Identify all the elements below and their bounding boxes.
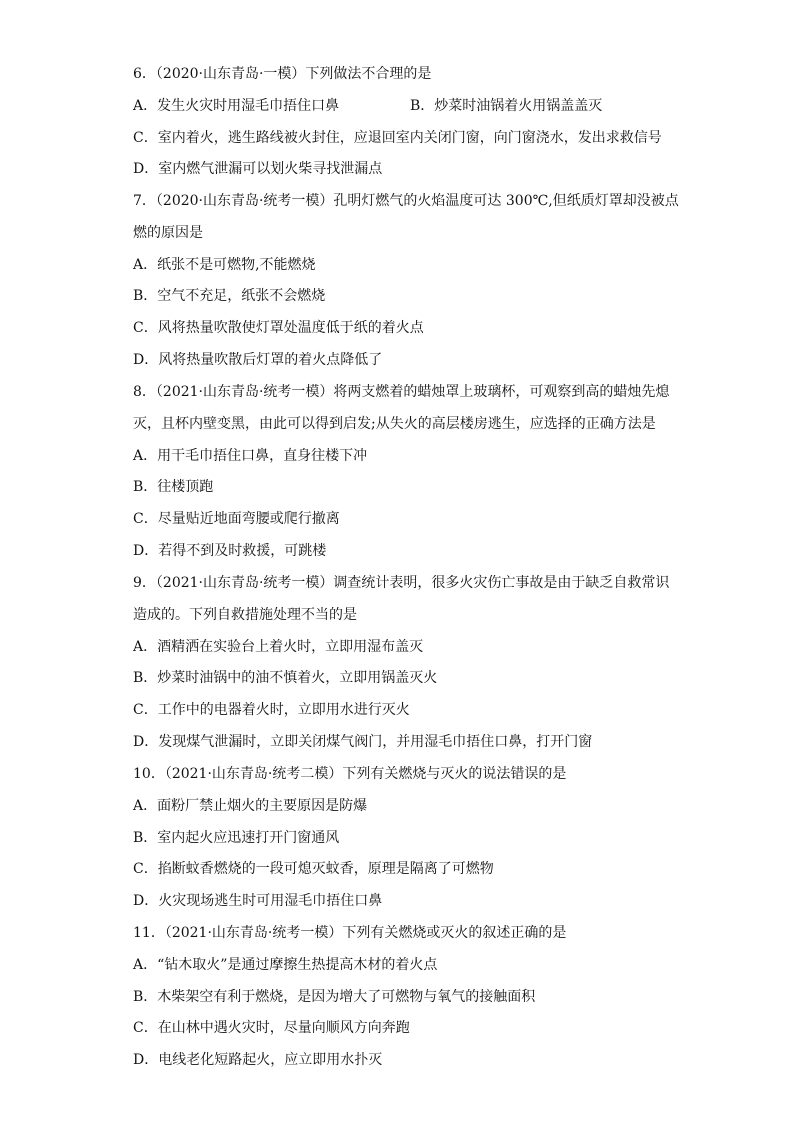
- option-c: C．风将热量吹散使灯罩处温度低于纸的着火点: [133, 320, 424, 337]
- option-d: D．风将热量吹散后灯罩的着火点降低了: [133, 351, 383, 368]
- option-a: A．面粉厂禁止烟火的主要原因是防爆: [133, 797, 368, 814]
- option-c: C．工作中的电器着火时，立即用水进行灭火: [133, 702, 410, 719]
- option-row: [133, 91, 663, 123]
- question-8: [133, 377, 670, 568]
- option-d: D．室内燃气泄漏可以划火柴寻找泄漏点: [133, 161, 383, 178]
- option-b: B．室内起火应迅速打开门窗通风: [133, 829, 340, 846]
- question-stem: 11．（2021·山东青岛·统考一模）下列有关燃烧或灭火的叙述正确的是: [133, 925, 567, 941]
- option-a: A．纸张不是可燃物,不能燃烧: [133, 256, 316, 273]
- option-a: A．发生火灾时用湿毛巾捂住口鼻: [133, 97, 340, 114]
- question-stem-cont: 燃的原因是: [133, 224, 203, 241]
- question-7: [133, 186, 679, 377]
- option-c: C．尽量贴近地面弯腰或爬行撤离: [133, 511, 340, 528]
- question-stem: 8．（2021·山东青岛·统考一模）将两支燃着的蜡烛罩上玻璃杯，可观察到高的蜡烛先熄: [133, 384, 670, 400]
- question-9: [133, 568, 670, 759]
- question-6: [133, 59, 663, 186]
- question-stem: 6．（2020·山东青岛·一模）下列做法不合理的是: [133, 66, 432, 82]
- option-c: C．室内着火，逃生路线被火封住，应退回室内关闭门窗，向门窗浇水，发出求救信号: [133, 129, 662, 146]
- option-b: B．木柴架空有利于燃烧，是因为增大了可燃物与氧气的接触面积: [133, 988, 536, 1005]
- option-a: A．“钻木取火”是通过摩擦生热提高木材的着火点: [133, 956, 438, 973]
- question-11: [133, 918, 663, 1077]
- question-stem: 9．（2021·山东青岛·统考一模）调查统计表明，很多火灾伤亡事故是由于缺乏自救常识: [133, 575, 670, 591]
- option-c: C．在山林中遇火灾时，尽量向顺风方向奔跑: [133, 1020, 410, 1037]
- option-b: B．炒菜时油锅中的油不慎着火，立即用锅盖灭火: [133, 670, 438, 687]
- question-stem: 10．（2021·山东青岛·统考二模）下列有关燃烧与灭火的说法错误的是: [133, 766, 567, 782]
- question-stem-cont: 灭，且杯内壁变黑，由此可以得到启发;从失火的高层楼房逃生，应选择的正确方法是: [133, 415, 656, 432]
- option-a: A．用干毛巾捂住口鼻，直身往楼下冲: [133, 447, 368, 464]
- option-b: B．炒菜时油锅着火用锅盖盖灭: [410, 97, 603, 114]
- option-d: D．发现煤气泄漏时，立即关闭煤气阀门，并用湿毛巾捂住口鼻，打开门窗: [133, 733, 593, 750]
- question-10: [133, 759, 663, 918]
- option-d: D．火灾现场逃生时可用湿毛巾捂住口鼻: [133, 893, 383, 910]
- option-c: C．掐断蚊香燃烧的一段可熄灭蚊香，原理是隔离了可燃物: [133, 861, 494, 878]
- option-b: B．空气不充足，纸张不会燃烧: [133, 288, 326, 305]
- option-d: D．若得不到及时救援，可跳楼: [133, 542, 327, 559]
- option-d: D．电线老化短路起火，应立即用水扑灭: [133, 1052, 383, 1069]
- option-a: A．酒精洒在实验台上着火时，立即用湿布盖灭: [133, 638, 424, 655]
- question-stem-cont: 造成的。下列自救措施处理不当的是: [133, 606, 357, 623]
- question-stem: 7．（2020·山东青岛·统考一模）孔明灯燃气的火焰温度可达 300℃,但纸质灯罩却没被点: [133, 193, 679, 209]
- option-b: B．往楼顶跑: [133, 479, 214, 496]
